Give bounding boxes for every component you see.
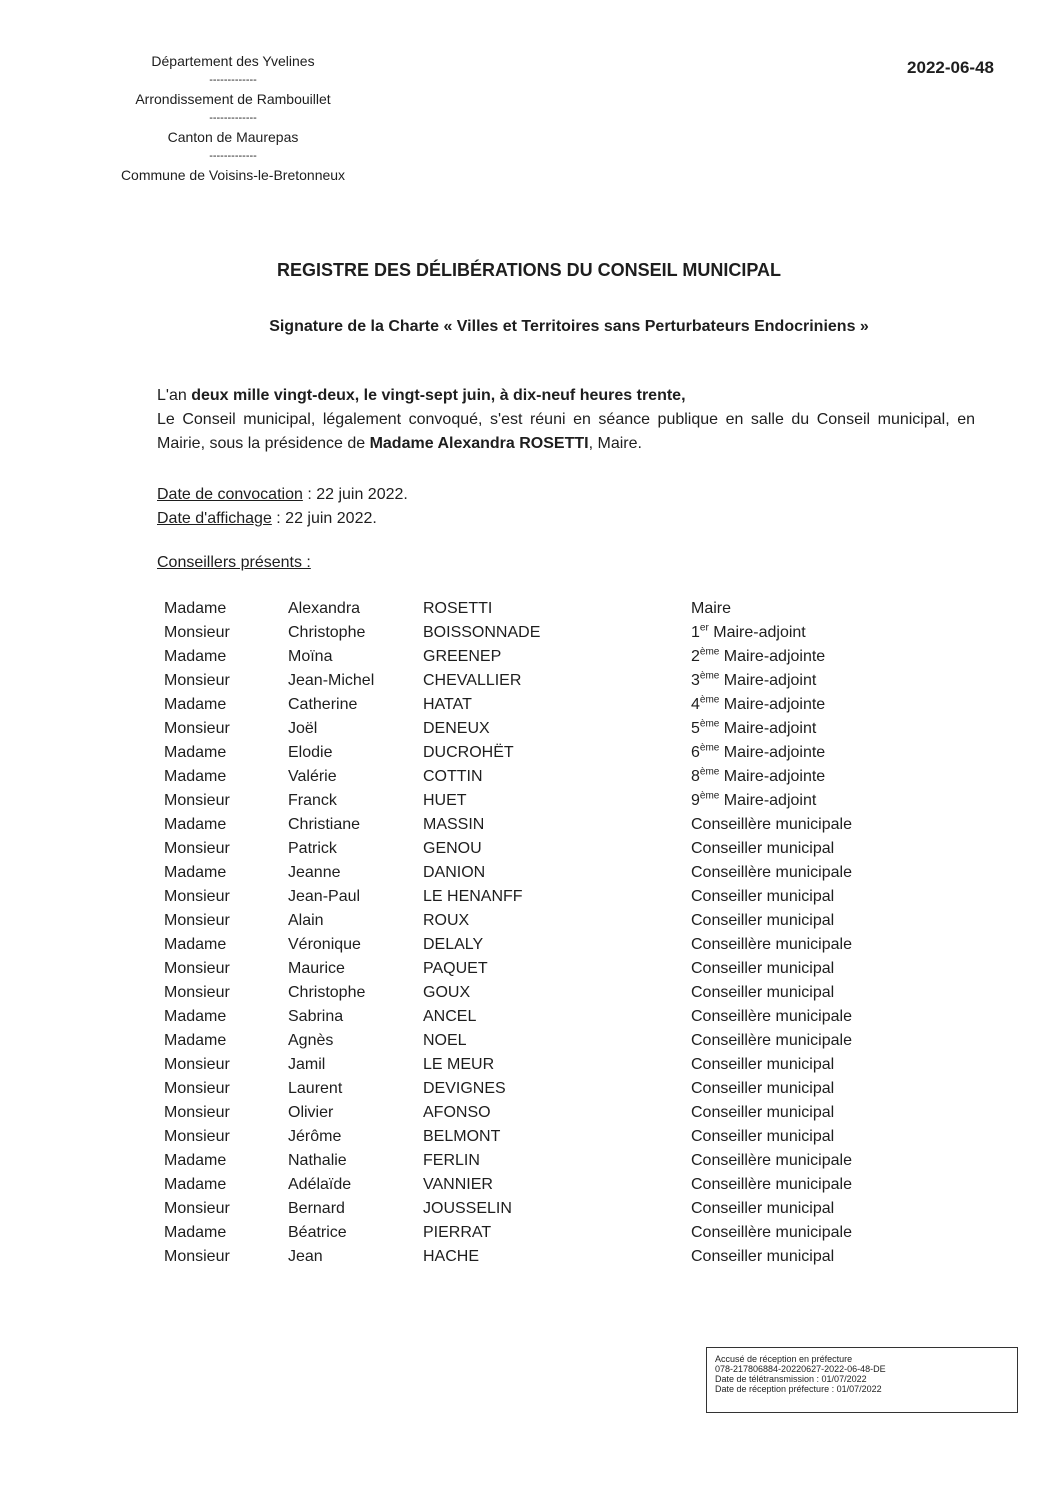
member-last-name: HACHE	[423, 1248, 480, 1265]
member-first-name: Franck	[288, 792, 337, 809]
member-role	[691, 624, 806, 642]
separator: -------------	[209, 112, 257, 124]
member-role	[691, 960, 834, 978]
role-title: Conseiller municipal	[691, 888, 835, 905]
member-role	[691, 816, 852, 834]
member-civility: Madame	[164, 816, 227, 833]
member-first-name: Patrick	[288, 840, 337, 857]
member-last-name: PAQUET	[423, 960, 488, 977]
role-title: Maire-adjointe	[719, 768, 826, 785]
member-last-name: HATAT	[423, 696, 472, 713]
member-first-name: Maurice	[288, 960, 345, 977]
role-title: Conseiller municipal	[691, 1200, 835, 1217]
member-last-name: ROSETTI	[423, 600, 493, 617]
role-rank-suffix: ème	[699, 790, 720, 802]
member-first-name: Véronique	[288, 936, 361, 953]
intro-paragraph	[157, 384, 975, 456]
member-role	[691, 648, 825, 666]
role-rank: 4	[691, 696, 700, 713]
role-rank: 9	[691, 792, 700, 809]
member-civility: Monsieur	[164, 672, 230, 689]
member-first-name: Bernard	[288, 1200, 345, 1217]
member-role	[691, 1080, 834, 1098]
role-rank: 3	[691, 672, 700, 689]
department-line: Département des Yvelines	[151, 53, 315, 69]
member-role	[691, 888, 834, 906]
role-title: Conseillère municipale	[691, 1224, 852, 1241]
role-title: Maire-adjointe	[719, 648, 826, 665]
stamp-line: Date de réception préfecture : 01/07/2022	[715, 1384, 882, 1394]
role-title: Conseiller municipal	[691, 1248, 835, 1265]
member-civility: Madame	[164, 864, 227, 881]
role-rank: 8	[691, 768, 700, 785]
convocation-date	[157, 483, 408, 507]
member-first-name: Jean-Paul	[288, 888, 361, 905]
convocation-value: : 22 juin 2022.	[302, 486, 408, 503]
member-last-name: PIERRAT	[423, 1224, 492, 1241]
member-role	[691, 1128, 834, 1146]
role-title: Conseillère municipale	[691, 936, 852, 953]
member-role	[691, 912, 834, 930]
member-role	[691, 1224, 852, 1242]
member-last-name: GENOU	[423, 840, 482, 857]
member-role	[691, 744, 825, 762]
member-first-name: Jean	[288, 1248, 323, 1265]
member-first-name: Moïna	[288, 648, 333, 665]
affichage-label: Date d'affichage	[157, 510, 272, 527]
role-title: Conseiller municipal	[691, 1080, 835, 1097]
member-first-name: Jeanne	[288, 864, 341, 881]
member-last-name: JOUSSELIN	[423, 1200, 512, 1217]
affichage-date	[157, 507, 408, 531]
member-role	[691, 1104, 834, 1122]
member-last-name: ROUX	[423, 912, 470, 929]
member-role	[691, 1152, 852, 1170]
member-civility: Madame	[164, 648, 227, 665]
role-title: Conseillère municipale	[691, 1032, 852, 1049]
member-last-name: ANCEL	[423, 1008, 477, 1025]
role-title: Maire	[691, 600, 732, 617]
member-role	[691, 1200, 834, 1218]
role-rank-suffix: er	[699, 622, 709, 634]
role-title: Conseiller municipal	[691, 840, 835, 857]
member-first-name: Alexandra	[288, 600, 361, 617]
member-last-name: DEVIGNES	[423, 1080, 506, 1097]
role-rank-suffix: ème	[699, 670, 720, 682]
member-first-name: Jérôme	[288, 1128, 342, 1145]
member-role	[691, 1176, 852, 1194]
member-role	[691, 768, 825, 786]
intro-line-1	[157, 384, 975, 408]
prefecture-receipt-stamp	[706, 1347, 1018, 1413]
role-rank-suffix: ème	[699, 742, 720, 754]
role-title: Maire-adjoint	[719, 672, 817, 689]
role-title: Maire-adjoint	[719, 792, 817, 809]
member-role	[691, 1008, 852, 1026]
member-first-name: Sabrina	[288, 1008, 344, 1025]
role-rank: 1	[691, 624, 700, 641]
role-title: Conseiller municipal	[691, 1128, 835, 1145]
member-civility: Monsieur	[164, 624, 230, 641]
member-civility: Monsieur	[164, 912, 230, 929]
role-title: Maire-adjoint	[708, 624, 806, 641]
member-last-name: FERLIN	[423, 1152, 480, 1169]
member-last-name: NOEL	[423, 1032, 467, 1049]
member-civility: Monsieur	[164, 1128, 230, 1145]
member-civility: Monsieur	[164, 1200, 230, 1217]
member-civility: Monsieur	[164, 1104, 230, 1121]
stamp-line: Accusé de réception en préfecture	[715, 1354, 853, 1364]
member-last-name: BOISSONNADE	[423, 624, 541, 641]
member-last-name: CHEVALLIER	[423, 672, 522, 689]
role-title: Conseiller municipal	[691, 1056, 835, 1073]
member-civility: Madame	[164, 744, 227, 761]
member-role	[691, 936, 852, 954]
president-name: Madame Alexandra ROSETTI	[369, 435, 589, 452]
member-role	[691, 696, 825, 714]
member-first-name: Valérie	[288, 768, 337, 785]
member-civility: Monsieur	[164, 720, 230, 737]
member-first-name: Alain	[288, 912, 324, 929]
role-title: Maire-adjointe	[719, 696, 826, 713]
administrative-header	[98, 52, 368, 185]
member-first-name: Jamil	[288, 1056, 326, 1073]
member-role	[691, 1056, 834, 1074]
role-title: Conseiller municipal	[691, 912, 835, 929]
role-title: Conseillère municipale	[691, 816, 852, 833]
member-role	[691, 984, 834, 1002]
member-last-name: DELALY	[423, 936, 484, 953]
member-last-name: MASSIN	[423, 816, 485, 833]
member-civility: Monsieur	[164, 1080, 230, 1097]
member-role	[691, 792, 816, 810]
member-first-name: Laurent	[288, 1080, 343, 1097]
member-last-name: GREENEP	[423, 648, 502, 665]
role-rank-suffix: ème	[699, 646, 720, 658]
stamp-line: Date de télétransmission : 01/07/2022	[715, 1374, 867, 1384]
member-civility: Madame	[164, 600, 227, 617]
commune-line: Commune de Voisins-le-Bretonneux	[120, 167, 346, 183]
member-civility: Monsieur	[164, 960, 230, 977]
dates-block	[157, 483, 408, 531]
member-civility: Madame	[164, 1032, 227, 1049]
member-civility: Madame	[164, 1224, 227, 1241]
member-role	[691, 600, 731, 618]
canton-line: Canton de Maurepas	[167, 129, 299, 145]
present-members-label: Conseillers présents :	[157, 554, 311, 571]
member-role	[691, 840, 834, 858]
member-civility: Monsieur	[164, 888, 230, 905]
document-title: REGISTRE DES DÉLIBÉRATIONS DU CONSEIL MUNICIPAL	[276, 260, 782, 280]
member-civility: Monsieur	[164, 840, 230, 857]
role-title: Maire-adjoint	[719, 720, 817, 737]
member-last-name: LE HENANFF	[423, 888, 523, 905]
role-rank-suffix: ème	[699, 694, 720, 706]
role-title: Conseiller municipal	[691, 984, 835, 1001]
member-civility: Madame	[164, 696, 227, 713]
member-civility: Madame	[164, 768, 227, 785]
member-role	[691, 672, 816, 690]
member-civility: Monsieur	[164, 1056, 230, 1073]
member-civility: Monsieur	[164, 984, 230, 1001]
member-first-name: Adélaïde	[288, 1176, 352, 1193]
separator: -------------	[209, 150, 257, 162]
intro-suffix: , Maire.	[588, 435, 642, 452]
member-first-name: Béatrice	[288, 1224, 347, 1241]
role-rank: 5	[691, 720, 700, 737]
stamp-line: 078-217806884-20220627-2022-06-48-DE	[715, 1364, 886, 1374]
intro-text: Le Conseil municipal, légalement convoqué, s'est réuni en séance publique en salle du Conseil municipal, en Mairie, sous la présidence de	[157, 411, 975, 452]
deliberation-reference: 2022-06-48	[907, 58, 994, 77]
member-civility: Monsieur	[164, 792, 230, 809]
member-first-name: Joël	[288, 720, 318, 737]
member-first-name: Nathalie	[288, 1152, 347, 1169]
role-title: Maire-adjointe	[719, 744, 826, 761]
intro-prefix: L'an	[157, 387, 192, 404]
role-title: Conseillère municipale	[691, 864, 852, 881]
role-title: Conseillère municipale	[691, 1008, 852, 1025]
convocation-label: Date de convocation	[157, 486, 303, 503]
intro-line-2	[157, 408, 975, 456]
role-rank: 6	[691, 744, 700, 761]
member-last-name: DANION	[423, 864, 486, 881]
member-civility: Madame	[164, 1008, 227, 1025]
member-last-name: COTTIN	[423, 768, 483, 785]
member-last-name: DUCROHËT	[423, 744, 514, 761]
member-first-name: Agnès	[288, 1032, 334, 1049]
member-first-name: Christophe	[288, 624, 366, 641]
role-title: Conseillère municipale	[691, 1176, 852, 1193]
member-role	[691, 1032, 852, 1050]
member-last-name: AFONSO	[423, 1104, 491, 1121]
member-first-name: Jean-Michel	[288, 672, 375, 689]
member-role	[691, 1248, 834, 1266]
member-civility: Madame	[164, 936, 227, 953]
member-first-name: Catherine	[288, 696, 358, 713]
member-first-name: Christiane	[288, 816, 361, 833]
member-civility: Monsieur	[164, 1248, 230, 1265]
separator: -------------	[209, 74, 257, 86]
role-rank-suffix: ème	[699, 718, 720, 730]
member-role	[691, 864, 852, 882]
member-last-name: VANNIER	[423, 1176, 493, 1193]
role-title: Conseillère municipale	[691, 1152, 852, 1169]
document-subtitle: Signature de la Charte « Villes et Territoires sans Perturbateurs Endocriniens »	[269, 318, 869, 335]
intro-date: deux mille vingt-deux, le vingt-sept juin, à dix-neuf heures trente,	[191, 387, 686, 404]
arrondissement-line: Arrondissement de Rambouillet	[135, 91, 331, 107]
role-title: Conseiller municipal	[691, 1104, 835, 1121]
member-civility: Madame	[164, 1176, 227, 1193]
member-first-name: Olivier	[288, 1104, 334, 1121]
affichage-value: : 22 juin 2022.	[271, 510, 377, 527]
member-last-name: HUET	[423, 792, 467, 809]
member-last-name: DENEUX	[423, 720, 490, 737]
member-role	[691, 720, 816, 738]
role-title: Conseiller municipal	[691, 960, 835, 977]
member-civility: Madame	[164, 1152, 227, 1169]
role-rank: 2	[691, 648, 700, 665]
member-last-name: LE MEUR	[423, 1056, 495, 1073]
member-last-name: BELMONT	[423, 1128, 501, 1145]
member-first-name: Christophe	[288, 984, 366, 1001]
member-last-name: GOUX	[423, 984, 471, 1001]
role-rank-suffix: ème	[699, 766, 720, 778]
member-first-name: Elodie	[288, 744, 333, 761]
